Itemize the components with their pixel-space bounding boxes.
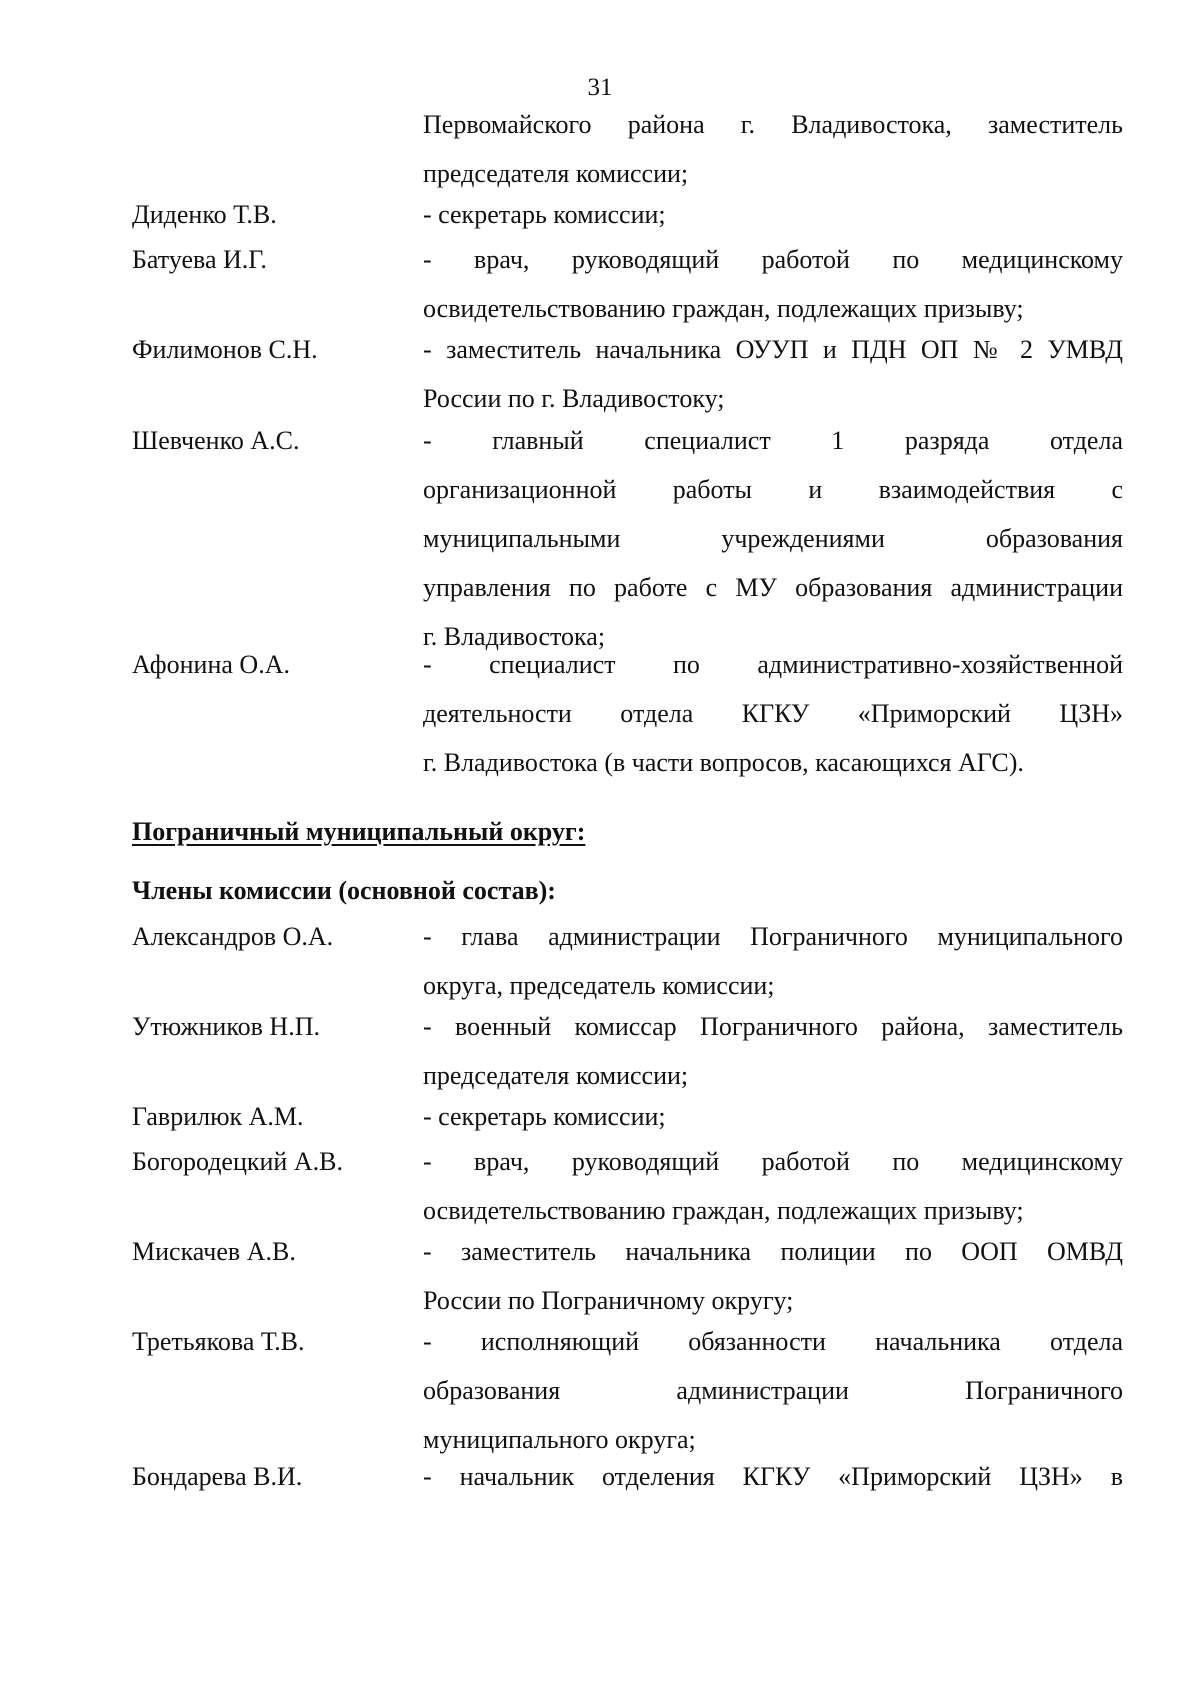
text-line: - специалист по административно-хозяйственной <box>423 650 1123 679</box>
text-line: председателя комиссии; <box>423 159 689 188</box>
text-line: - врач, руководящий работой по медицинскому <box>423 1147 1123 1176</box>
member-role <box>423 1092 1123 1141</box>
member-name: Филимонов С.Н. <box>132 335 318 364</box>
text-line: организационной работы и взаимодействия с <box>423 475 1123 504</box>
text-line: - военный комиссар Пограничного района, заместитель <box>423 1012 1123 1041</box>
text-line: - исполняющий обязанности начальника отдела <box>423 1327 1123 1356</box>
text-line: - врач, руководящий работой по медицинскому <box>423 245 1123 274</box>
text-line: - секретарь комиссии; <box>423 1102 666 1131</box>
member-role <box>423 640 1123 787</box>
text-line: управления по работе с МУ образования администрации <box>423 573 1123 602</box>
text-line: образования администрации Пограничного <box>423 1376 1123 1405</box>
member-name: Афонина О.А. <box>132 650 290 679</box>
member-name: Гаврилюк А.М. <box>132 1102 304 1131</box>
member-role <box>423 190 1123 239</box>
text-line: - заместитель начальника ОУУП и ПДН ОП № 2 УМВД <box>423 335 1123 364</box>
member-role <box>423 1452 1123 1501</box>
member-name: Шевченко А.С. <box>132 426 300 455</box>
member-role <box>423 416 1123 661</box>
member-name: Третьякова Т.В. <box>132 1327 305 1356</box>
member-name: Александров О.А. <box>132 922 334 951</box>
text-line: председателя комиссии; <box>423 1061 689 1090</box>
text-line: России по Пограничному округу; <box>423 1286 794 1315</box>
member-role <box>423 235 1123 333</box>
member-name: Диденко Т.В. <box>132 200 277 229</box>
member-name: Бондарева В.И. <box>132 1462 303 1491</box>
member-name: Батуева И.Г. <box>132 245 267 274</box>
text-line: - глава администрации Пограничного муниципального <box>423 922 1123 951</box>
text-line: - начальник отделения КГКУ «Приморский ЦЗН» в <box>423 1462 1123 1491</box>
member-role <box>423 1137 1123 1235</box>
member-name: Утюжников Н.П. <box>132 1012 320 1041</box>
member-name: Богородецкий А.В. <box>132 1147 343 1176</box>
text-line: - секретарь комиссии; <box>423 200 666 229</box>
text-line: России по г. Владивостоку; <box>423 384 725 413</box>
text-line: Первомайского района г. Владивостока, заместитель <box>423 110 1123 139</box>
text-line: - главный специалист 1 разряда отдела <box>423 426 1123 455</box>
member-name: Мискачев А.В. <box>132 1237 296 1266</box>
text-line: - заместитель начальника полиции по ООП ОМВД <box>423 1237 1123 1266</box>
section-subtitle: Члены комиссии (основной состав): <box>132 876 556 905</box>
member-role <box>423 1002 1123 1100</box>
continuation-text <box>423 100 1123 198</box>
text-line: освидетельствованию граждан, подлежащих призыву; <box>423 1196 1024 1225</box>
section-title: Пограничный муниципальный округ: <box>132 817 586 846</box>
text-line: г. Владивостока; <box>423 622 606 651</box>
text-line: муниципального округа; <box>423 1425 696 1454</box>
text-line: освидетельствованию граждан, подлежащих призыву; <box>423 294 1024 323</box>
member-role <box>423 1317 1123 1464</box>
member-role <box>423 1227 1123 1325</box>
text-line: муниципальными учреждениями образования <box>423 524 1123 553</box>
member-role <box>423 912 1123 1010</box>
member-role <box>423 325 1123 423</box>
page-number: 31 <box>587 74 613 101</box>
text-line: округа, председатель комиссии; <box>423 971 775 1000</box>
text-line: деятельности отдела КГКУ «Приморский ЦЗН» <box>423 699 1123 728</box>
text-line: г. Владивостока (в части вопросов, касающихся АГС). <box>423 748 1024 777</box>
